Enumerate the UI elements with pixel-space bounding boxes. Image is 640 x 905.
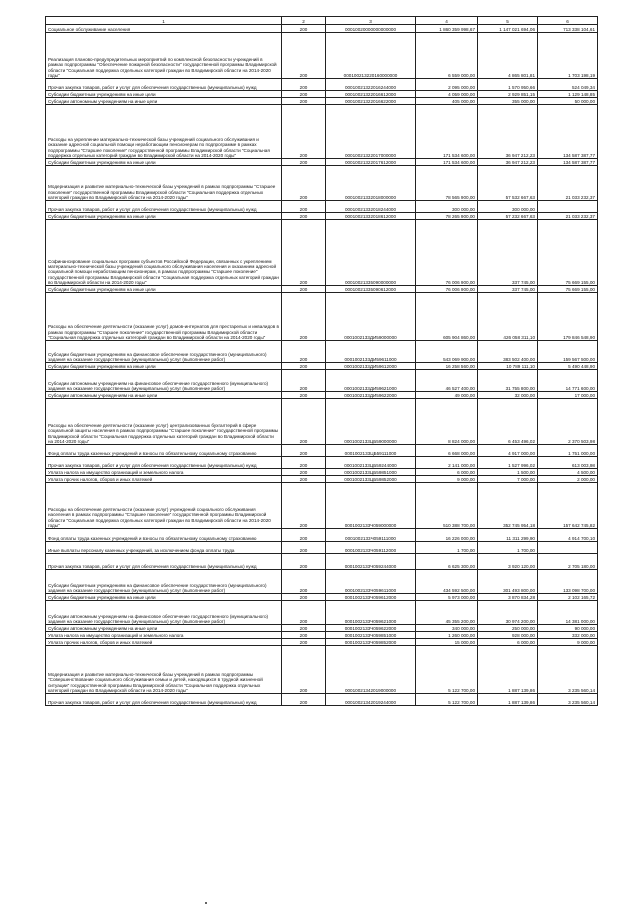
executed-amount-cell: 928 000,00	[478, 632, 538, 639]
unexecuted-amount-cell: 5 490 448,90	[538, 363, 598, 370]
expense-name-cell: Фонд оплаты труда казенных учреждений и взносы по обязательному социальному страхованию	[46, 445, 282, 457]
unexecuted-amount-cell: 2 370 503,98	[538, 399, 598, 445]
column-number-5: 5	[478, 17, 538, 25]
table-row	[46, 25, 598, 33]
unexecuted-amount-cell: 2 000,00	[538, 476, 598, 483]
line-code-cell: 200	[282, 457, 326, 469]
table-row	[46, 554, 598, 570]
table-row	[46, 166, 598, 201]
executed-amount-cell: 31 755 800,00	[478, 370, 538, 392]
classification-code-cell: 0001002133Ч059244000	[326, 554, 416, 570]
unexecuted-amount-cell: 179 846 548,90	[538, 293, 598, 341]
line-code-cell: 200	[282, 542, 326, 554]
executed-amount-cell: 10 789 111,10	[478, 363, 538, 370]
approved-amount-cell: 2 095 000,00	[416, 79, 478, 91]
table-row	[46, 341, 598, 363]
expense-name-cell: Прочая закупка товаров, работ и услуг для обеспечения государственных (муниципальных) нужд	[46, 201, 282, 213]
classification-code-cell: 0001002133ЦБ59852000	[326, 476, 416, 483]
line-code-cell: 200	[282, 201, 326, 213]
classification-code-cell: 00010021335090000000	[326, 220, 416, 286]
executed-amount-cell: 57 532 667,63	[478, 166, 538, 201]
table-row	[46, 293, 598, 341]
expense-name-cell: Реализация планово-предупредительных мероприятий по комплексной безопасности учреждений в рамках подпрограммы "Обеспечение пожарной безопасности" государственной программы Владимирской области "Социальная поддержка отдельных категорий граждан во Владимирской области на 2014-2020 годы"	[46, 33, 282, 79]
scan-dot	[205, 902, 207, 904]
approved-amount-cell: 1 260 000,00	[416, 632, 478, 639]
approved-amount-cell: 8 824 000,00	[416, 399, 478, 445]
table-row	[46, 469, 598, 476]
unexecuted-amount-cell: 3 235 560,14	[538, 694, 598, 706]
unexecuted-amount-cell: 524 049,34	[538, 79, 598, 91]
line-code-cell: 200	[282, 601, 326, 625]
table-row	[46, 363, 598, 370]
classification-code-cell: 000100213220160000000	[326, 33, 416, 79]
approved-amount-cell: 1 700,00	[416, 542, 478, 554]
approved-amount-cell: 15 000,00	[416, 639, 478, 646]
executed-amount-cell: 6 000,00	[478, 639, 538, 646]
executed-amount-cell: 30 974 200,00	[478, 601, 538, 625]
unexecuted-amount-cell: 133 098 700,00	[538, 570, 598, 594]
approved-amount-cell: 45 355 200,00	[416, 601, 478, 625]
classification-code-cell: 00010021342019000000	[326, 646, 416, 694]
approved-amount-cell: 5 973 000,00	[416, 594, 478, 601]
unexecuted-amount-cell: 50 000,00	[538, 98, 598, 105]
approved-amount-cell: 49 000,00	[416, 392, 478, 399]
approved-amount-cell: 434 592 500,00	[416, 570, 478, 594]
expense-name-cell: Субсидии бюджетным учреждениям на иные цели	[46, 286, 282, 293]
expense-name-cell: Расходы на обеспечение деятельности (оказание услуг) домов-интернатов для престарелых и инвалидов в рамках подпрограммы "Старшее поколение" государственной программы Владимирской области "Социальная поддержка отдельных категорий граждан во Владимирской области на 2014-2020 годы"	[46, 293, 282, 341]
approved-amount-cell: 16 226 000,00	[416, 529, 478, 542]
table-row	[46, 91, 598, 98]
expense-name-cell: Софинансирование социальных программ субъектов Российской Федерации, связанных с укреплением материально-технической базы учреждений социального обслуживания населения и оказанием адресной социальной помощи неработающим пенсионерам, в рамках подпрограммы "Старшее поколение" государственной программы Владимирской области "Социальная поддержка отдельных категорий граждан во Владимирской области на 2014-2020 годы"	[46, 220, 282, 286]
classification-code-cell: 00010021322017000000	[326, 105, 416, 159]
executed-amount-cell: 426 058 311,10	[478, 293, 538, 341]
unexecuted-amount-cell: 1 129 148,85	[538, 91, 598, 98]
approved-amount-cell: 4 059 000,00	[416, 91, 478, 98]
approved-amount-cell: 6 625 300,00	[416, 554, 478, 570]
executed-amount-cell: 3 870 834,28	[478, 594, 538, 601]
classification-code-cell: 00010021322016612000	[326, 91, 416, 98]
expense-name-cell: Уплата прочих налогов, сборов и иных платежей	[46, 639, 282, 646]
table-row	[46, 542, 598, 554]
line-code-cell: 200	[282, 594, 326, 601]
column-number-2: 2	[282, 17, 326, 25]
table-row	[46, 601, 598, 625]
approved-amount-cell: 6 668 000,00	[416, 445, 478, 457]
expense-name-cell: Социальное обслуживание населения	[46, 25, 282, 33]
table-row	[46, 457, 598, 469]
unexecuted-amount-cell: 134 587 387,77	[538, 105, 598, 159]
unexecuted-amount-cell: 21 033 232,37	[538, 213, 598, 220]
line-code-cell: 200	[282, 286, 326, 293]
expense-name-cell: Субсидии автономным учреждениям на финансовое обеспечение государственного (муниципального) задания на оказание государственных (муниципальных) услуг (выполнение работ)	[46, 370, 282, 392]
approved-amount-cell: 2 141 000,00	[416, 457, 478, 469]
unexecuted-amount-cell	[538, 542, 598, 554]
line-code-cell: 200	[282, 694, 326, 706]
executed-amount-cell: 1 887 139,86	[478, 646, 538, 694]
executed-amount-cell: 6 453 496,02	[478, 399, 538, 445]
line-code-cell: 200	[282, 220, 326, 286]
expense-name-cell: Субсидии автономным учреждениям на иные цели	[46, 392, 282, 399]
executed-amount-cell: 32 000,00	[478, 392, 538, 399]
unexecuted-amount-cell: 3 235 560,14	[538, 646, 598, 694]
line-code-cell: 200	[282, 91, 326, 98]
expense-name-cell: Расходы на обеспечение деятельности (оказание услуг) централизованных бухгалтерий в сфере социальной защиты населения в рамках подпрограммы "Старшее поколение" государственной программы Владимирской области "Социальная поддержка отдельных категорий граждан во Владимирской области на 2014-2020 годы"	[46, 399, 282, 445]
approved-amount-cell: 405 000,00	[416, 98, 478, 105]
unexecuted-amount-cell: 1 703 198,19	[538, 33, 598, 79]
expense-name-cell: Субсидии бюджетным учреждениям на иные цели	[46, 594, 282, 601]
classification-code-cell: 00010021342019244000	[326, 694, 416, 706]
unexecuted-amount-cell: 713 338 104,61	[538, 25, 598, 33]
table-row	[46, 220, 598, 286]
executed-amount-cell: 7 000,00	[478, 476, 538, 483]
line-code-cell: 200	[282, 639, 326, 646]
expense-name-cell: Субсидии бюджетным учреждениям на иные цели	[46, 91, 282, 98]
line-code-cell: 200	[282, 392, 326, 399]
line-code-cell: 200	[282, 79, 326, 91]
expense-name-cell: Субсидии бюджетным учреждениям на иные цели	[46, 213, 282, 220]
expense-name-cell: Модернизация и развитие материально-технической базы учреждений в рамках подпрограммы "Старшее поколение" государственной программы Владимирской области "Социальная поддержка отдельных категорий граждан во Владимирской области на 2014-2020 годы"	[46, 166, 282, 201]
line-code-cell: 200	[282, 469, 326, 476]
line-code-cell: 200	[282, 399, 326, 445]
table-row	[46, 33, 598, 79]
classification-code-cell: 0001002133Ч059611000	[326, 570, 416, 594]
approved-amount-cell: 76 006 900,00	[416, 220, 478, 286]
table-row	[46, 445, 598, 457]
column-number-header-row	[46, 17, 598, 25]
line-code-cell: 200	[282, 166, 326, 201]
executed-amount-cell: 1 700,00	[478, 542, 538, 554]
unexecuted-amount-cell: 2 705 180,00	[538, 554, 598, 570]
unexecuted-amount-cell: 4 500,00	[538, 469, 598, 476]
classification-code-cell: 0001002133Ч059852000	[326, 639, 416, 646]
approved-amount-cell: 605 904 860,00	[416, 293, 478, 341]
expense-name-cell: Субсидии автономным учреждениям на иные цели	[46, 625, 282, 632]
executed-amount-cell: 355 000,00	[478, 98, 538, 105]
unexecuted-amount-cell: 14 381 000,00	[538, 601, 598, 625]
executed-amount-cell: 352 745 954,18	[478, 483, 538, 529]
line-code-cell: 200	[282, 483, 326, 529]
expense-name-cell: Уплата прочих налогов, сборов и иных платежей	[46, 476, 282, 483]
executed-amount-cell: 1 527 996,02	[478, 457, 538, 469]
line-code-cell: 200	[282, 529, 326, 542]
line-code-cell: 200	[282, 25, 326, 33]
unexecuted-amount-cell: 75 669 155,00	[538, 286, 598, 293]
line-code-cell: 200	[282, 476, 326, 483]
expense-name-cell: Прочая закупка товаров, работ и услуг для обеспечения государственных (муниципальных) нужд	[46, 694, 282, 706]
budget-report-sheet	[45, 16, 597, 706]
expense-name-cell: Прочая закупка товаров, работ и услуг для обеспечения государственных (муниципальных) нужд	[46, 79, 282, 91]
budget-table	[45, 16, 598, 706]
unexecuted-amount-cell: 332 000,00	[538, 632, 598, 639]
approved-amount-cell: 16 258 560,00	[416, 363, 478, 370]
classification-code-cell: 0001002133Ч059622000	[326, 625, 416, 632]
table-row	[46, 694, 598, 706]
expense-name-cell: Субсидии бюджетным учреждениям на иные цели	[46, 159, 282, 166]
executed-amount-cell: 3 920 120,00	[478, 554, 538, 570]
expense-name-cell: Фонд оплаты труда казенных учреждений и взносы по обязательному социальному страхованию	[46, 529, 282, 542]
classification-code-cell: 0001002133ДИ59622000	[326, 392, 416, 399]
expense-name-cell: Модернизация и развитие материально-технической базы учреждений в рамках подпрограммы "Совершенствование социального обслуживания семьи и детей, находящихся в трудной жизненной ситуации" государственной программы Владимирской области "Социальная поддержка отдельных категорий граждан во Владимирской области на 2014-2020 годы"	[46, 646, 282, 694]
table-row	[46, 201, 598, 213]
table-row	[46, 159, 598, 166]
line-code-cell: 200	[282, 293, 326, 341]
classification-code-cell: 0001002133ЦБ59851000	[326, 469, 416, 476]
line-code-cell: 200	[282, 632, 326, 639]
executed-amount-cell: 383 502 400,00	[478, 341, 538, 363]
classification-code-cell: 0001002133Ч059000000	[326, 483, 416, 529]
classification-code-cell: 0001002133Ч059851000	[326, 632, 416, 639]
executed-amount-cell: 2 929 851,15	[478, 91, 538, 98]
line-code-cell: 200	[282, 363, 326, 370]
line-code-cell: 200	[282, 625, 326, 632]
approved-amount-cell: 5 122 700,00	[416, 646, 478, 694]
column-number-3: 3	[326, 17, 416, 25]
expense-name-cell: Субсидии бюджетным учреждениям на иные цели	[46, 363, 282, 370]
approved-amount-cell: 543 069 900,00	[416, 341, 478, 363]
executed-amount-cell: 300 000,00	[478, 201, 538, 213]
unexecuted-amount-cell: 21 033 232,37	[538, 166, 598, 201]
line-code-cell: 200	[282, 570, 326, 594]
classification-code-cell: 0001002133Ч059112000	[326, 542, 416, 554]
approved-amount-cell: 171 534 600,00	[416, 105, 478, 159]
unexecuted-amount-cell: 90 000,00	[538, 625, 598, 632]
unexecuted-amount-cell: 9 000,00	[538, 639, 598, 646]
column-number-1: 1	[46, 17, 282, 25]
approved-amount-cell: 78 265 900,00	[416, 213, 478, 220]
executed-amount-cell: 1 887 139,86	[478, 694, 538, 706]
executed-amount-cell: 250 000,00	[478, 625, 538, 632]
executed-amount-cell: 11 311 299,90	[478, 529, 538, 542]
executed-amount-cell: 337 745,00	[478, 286, 538, 293]
approved-amount-cell: 6 000,00	[416, 469, 478, 476]
executed-amount-cell: 57 232 667,63	[478, 213, 538, 220]
expense-name-cell: Уплата налога на имущество организаций и земельного налога	[46, 632, 282, 639]
executed-amount-cell: 1 147 021 694,06	[478, 25, 538, 33]
expense-name-cell: Субсидии бюджетным учреждениям на финансовое обеспечение государственного (муниципального) задания на оказание государственных (муниципальных) услуг (выполнение работ)	[46, 341, 282, 363]
classification-code-cell: 00010020000000000000	[326, 25, 416, 33]
expense-name-cell: Расходы на укрепление материально-технической базы учреждений социального обслуживания и оказание адресной социальной помощи неработающим пенсионерам по подпрограмме в рамках подпрограммы "Старшее поколение" государственной программы Владимирской области "Социальная поддержка отдельных категорий граждан во Владимирской области на 2014-2020 годы"	[46, 105, 282, 159]
classification-code-cell: 00010021332018244000	[326, 201, 416, 213]
table-row	[46, 105, 598, 159]
expense-name-cell: Субсидии бюджетным учреждениям на финансовое обеспечение государственного (муниципального) задания на оказание государственных (муниципальных) услуг (выполнение работ)	[46, 570, 282, 594]
classification-code-cell: 00010021322016244000	[326, 79, 416, 91]
classification-code-cell: 00010021332018612000	[326, 213, 416, 220]
table-row	[46, 483, 598, 529]
table-row	[46, 98, 598, 105]
line-code-cell: 200	[282, 213, 326, 220]
classification-code-cell: 0001002133ЦБ59000000	[326, 399, 416, 445]
approved-amount-cell: 78 565 900,00	[416, 166, 478, 201]
executed-amount-cell: 1 570 950,66	[478, 79, 538, 91]
expense-name-cell: Субсидии автономным учреждениям на финансовое обеспечение государственного (муниципального) задания на оказание государственных (муниципальных) услуг (выполнение работ)	[46, 601, 282, 625]
table-row	[46, 213, 598, 220]
executed-amount-cell: 4 917 000,00	[478, 445, 538, 457]
line-code-cell: 200	[282, 98, 326, 105]
line-code-cell: 200	[282, 33, 326, 79]
line-code-cell: 200	[282, 159, 326, 166]
executed-amount-cell: 337 745,00	[478, 220, 538, 286]
column-number-4: 4	[416, 17, 478, 25]
classification-code-cell: 0001002133Ч059612000	[326, 594, 416, 601]
column-number-6: 6	[538, 17, 598, 25]
unexecuted-amount-cell: 1 751 000,00	[538, 445, 598, 457]
line-code-cell: 200	[282, 646, 326, 694]
unexecuted-amount-cell: 134 587 387,77	[538, 159, 598, 166]
unexecuted-amount-cell: 2 102 165,72	[538, 594, 598, 601]
expense-name-cell: Прочая закупка товаров, работ и услуг для обеспечения государственных (муниципальных) нужд	[46, 554, 282, 570]
approved-amount-cell: 340 000,00	[416, 625, 478, 632]
line-code-cell: 200	[282, 445, 326, 457]
executed-amount-cell: 36 947 212,23	[478, 159, 538, 166]
table-row	[46, 646, 598, 694]
classification-code-cell: 00010021335090612000	[326, 286, 416, 293]
approved-amount-cell: 5 122 700,00	[416, 694, 478, 706]
unexecuted-amount-cell	[538, 201, 598, 213]
line-code-cell: 200	[282, 554, 326, 570]
classification-code-cell: 00010021322017612000	[326, 159, 416, 166]
unexecuted-amount-cell: 17 000,00	[538, 392, 598, 399]
table-row	[46, 79, 598, 91]
executed-amount-cell: 301 493 800,00	[478, 570, 538, 594]
unexecuted-amount-cell: 75 669 155,00	[538, 220, 598, 286]
table-row	[46, 632, 598, 639]
line-code-cell: 200	[282, 341, 326, 363]
executed-amount-cell: 4 865 801,81	[478, 33, 538, 79]
classification-code-cell: 0001002133ДИ59621000	[326, 370, 416, 392]
approved-amount-cell: 300 000,00	[416, 201, 478, 213]
approved-amount-cell: 46 527 400,00	[416, 370, 478, 392]
classification-code-cell: 0001002133ДИ59000000	[326, 293, 416, 341]
unexecuted-amount-cell: 613 003,98	[538, 457, 598, 469]
approved-amount-cell: 171 534 600,00	[416, 159, 478, 166]
approved-amount-cell: 1 860 359 998,67	[416, 25, 478, 33]
table-row	[46, 529, 598, 542]
unexecuted-amount-cell: 157 642 745,82	[538, 483, 598, 529]
expense-name-cell: Иные выплаты персоналу казенных учреждений, за исключением фонда оплаты труда	[46, 542, 282, 554]
approved-amount-cell: 76 006 900,00	[416, 286, 478, 293]
executed-amount-cell: 1 500,00	[478, 469, 538, 476]
table-row	[46, 639, 598, 646]
classification-code-cell: 0001002133Ч059111000	[326, 529, 416, 542]
classification-code-cell: 0001002133ЦБ59244000	[326, 457, 416, 469]
classification-code-cell: 0001002133ЦБ59111000	[326, 445, 416, 457]
approved-amount-cell: 9 000,00	[416, 476, 478, 483]
executed-amount-cell: 36 947 212,23	[478, 105, 538, 159]
table-row	[46, 625, 598, 632]
unexecuted-amount-cell: 14 771 600,00	[538, 370, 598, 392]
expense-name-cell: Субсидии автономным учреждениям на иные цели	[46, 98, 282, 105]
table-row	[46, 476, 598, 483]
line-code-cell: 200	[282, 105, 326, 159]
table-row	[46, 392, 598, 399]
classification-code-cell: 00010021322016622000	[326, 98, 416, 105]
approved-amount-cell: 6 559 000,00	[416, 33, 478, 79]
table-row	[46, 370, 598, 392]
classification-code-cell: 00010021332018000000	[326, 166, 416, 201]
table-row	[46, 286, 598, 293]
line-code-cell: 200	[282, 370, 326, 392]
unexecuted-amount-cell: 159 567 500,00	[538, 341, 598, 363]
table-row	[46, 570, 598, 594]
expense-name-cell: Расходы на обеспечение деятельности (оказание услуг) учреждений социального обслуживания населения в рамках подпрограммы "Старшее поколение" государственной программы Владимирской области "Социальная поддержка отдельных категорий граждан во Владимирской области на 2014-2020 годы"	[46, 483, 282, 529]
classification-code-cell: 0001002133ДИ59611000	[326, 341, 416, 363]
classification-code-cell: 0001002133Ч059621000	[326, 601, 416, 625]
approved-amount-cell: 510 388 700,00	[416, 483, 478, 529]
classification-code-cell: 0001002133ДИ59612000	[326, 363, 416, 370]
table-row	[46, 399, 598, 445]
expense-name-cell: Уплата налога на имущество организаций и земельного налога	[46, 469, 282, 476]
unexecuted-amount-cell: 4 914 700,10	[538, 529, 598, 542]
expense-name-cell: Прочая закупка товаров, работ и услуг для обеспечения государственных (муниципальных) нужд	[46, 457, 282, 469]
table-row	[46, 594, 598, 601]
